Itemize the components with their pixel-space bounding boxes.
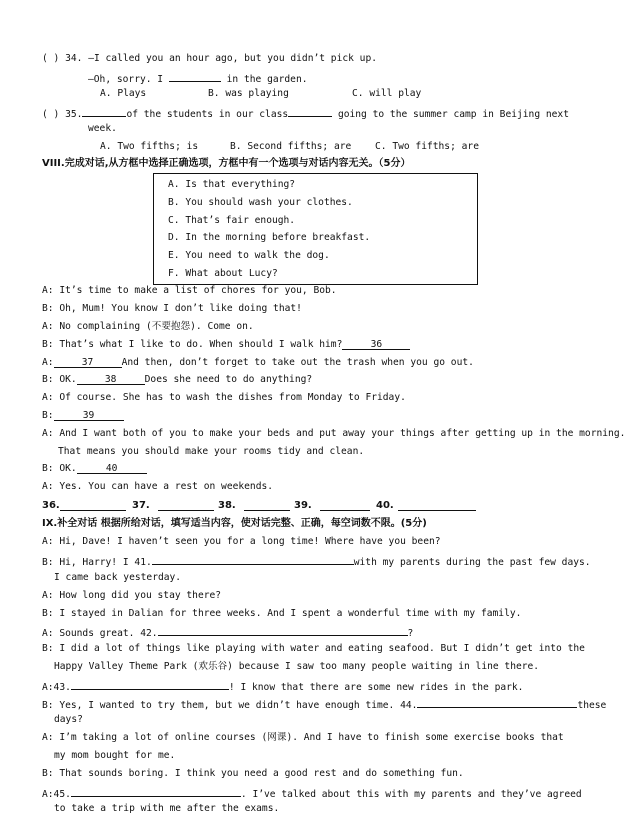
q35-blank-2[interactable]	[288, 105, 332, 117]
dialogue-text: A:45.	[42, 789, 71, 800]
q34-option-c[interactable]: C. will play	[352, 88, 422, 99]
dialogue-line: A: No complaining (不要抱怨). Come on.	[42, 321, 254, 332]
q34-option-b[interactable]: B. was playing	[208, 88, 289, 99]
answer-label-40: 40.	[376, 500, 394, 511]
dialogue-text: B: Yes, I wanted to try them, but we didn’t have enough time. 44.	[42, 700, 418, 711]
dialogue-line	[42, 696, 606, 712]
q34-text-b: in the garden.	[220, 74, 308, 85]
dialogue-line	[42, 409, 124, 422]
dialogue-text: A:43.	[42, 682, 71, 693]
dialogue-line	[42, 624, 413, 640]
dialogue-line: B: That sounds boring. I think you need a good rest and do something fun.	[42, 768, 464, 779]
dialogue-line: A: How long did you stay there?	[42, 590, 222, 601]
section9-heading: IX.补全对话 根据所给对话，填写适当内容，使对话完整、正确，每空词数不限。(5分)	[42, 518, 427, 529]
q35-number: ( ) 35.	[42, 109, 83, 120]
dialogue-line	[42, 338, 410, 351]
dialogue-line	[42, 553, 591, 569]
dialogue-line: B: I stayed in Dalian for three weeks. And I spent a wonderful time with my family.	[42, 608, 522, 619]
box-option-e: E. You need to walk the dog.	[168, 250, 330, 261]
dialogue-text: ! I know that there are some new rides in the park.	[228, 682, 524, 693]
q35-line2: week.	[88, 123, 117, 134]
dialogue-line	[42, 785, 582, 801]
box-option-b: B. You should wash your clothes.	[168, 197, 353, 208]
box-option-f: F. What about Lucy?	[168, 268, 278, 279]
dialogue-line	[42, 678, 523, 694]
dialogue-line: my mom bought for me.	[54, 750, 176, 761]
dialogue-speaker: B: OK.	[42, 463, 77, 474]
dialogue-line: A: Yes. You can have a rest on weekends.	[42, 481, 274, 492]
q34-option-a[interactable]: A. Plays	[100, 88, 147, 99]
dialogue-line	[42, 373, 312, 386]
dialogue-line	[42, 356, 474, 369]
section8-heading: VIII.完成对话,从方框中选择正确选项，方框中有一个选项与对话内容无关。（5分）	[42, 158, 411, 169]
q35-stem	[42, 105, 569, 121]
answer-field-38[interactable]	[244, 499, 290, 511]
dialogue-speaker: B:	[42, 410, 54, 421]
box-option-c: C. That’s fair enough.	[168, 215, 296, 226]
blank-39[interactable]: 39	[54, 409, 124, 421]
dialogue-line: A: And I want both of you to make your beds and put away your things after getting up in the morning.	[42, 428, 626, 439]
blank-38[interactable]: 38	[77, 373, 145, 385]
answer-label-38: 38.	[218, 500, 236, 511]
answer-label-36: 36.	[42, 500, 60, 511]
dialogue-text: B: That’s what I like to do. When should I walk him?	[42, 339, 343, 350]
dialogue-text: Does she need to do anything?	[144, 374, 313, 385]
blank-45[interactable]	[71, 785, 241, 797]
answer-field-37[interactable]	[158, 499, 214, 511]
q35-option-b[interactable]: B. Second fifths; are	[230, 141, 352, 152]
dialogue-line: days?	[54, 714, 83, 725]
q34-text-a: —Oh, sorry. I	[88, 74, 169, 85]
q35-text: of the students in our class	[126, 109, 289, 120]
blank-42[interactable]	[158, 624, 408, 636]
blank-43[interactable]	[71, 678, 229, 690]
q35-text-end: going to the summer camp in Beijing next	[332, 109, 569, 120]
q35-blank-1[interactable]	[82, 105, 126, 117]
blank-36[interactable]: 36	[342, 338, 410, 350]
dialogue-text: . I’ve talked about this with my parents and they’ve agreed	[240, 789, 582, 800]
dialogue-line: A: I’m taking a lot of online courses (网课). And I have to finish some exercise books that	[42, 732, 564, 743]
dialogue-line: B: Oh, Mum! You know I don’t like doing that!	[42, 303, 302, 314]
dialogue-line: to take a trip with me after the exams.	[54, 803, 280, 814]
blank-40[interactable]: 40	[77, 462, 147, 474]
answer-field-39[interactable]	[320, 499, 370, 511]
answer-field-40[interactable]	[398, 499, 476, 511]
dialogue-line: A: It’s time to make a list of chores for you, Bob.	[42, 285, 337, 296]
dialogue-text: ?	[407, 628, 414, 639]
dialogue-text: these	[577, 700, 607, 711]
blank-44[interactable]	[417, 696, 577, 708]
dialogue-line	[42, 462, 147, 475]
answer-label-39: 39.	[294, 500, 312, 511]
dialogue-line: Happy Valley Theme Park (欢乐谷) because I saw too many people waiting in line there.	[54, 661, 540, 672]
q35-option-c[interactable]: C. Two fifths; are	[375, 141, 479, 152]
q34-line2	[88, 70, 308, 86]
answer-label-37: 37.	[132, 500, 150, 511]
dialogue-line: A: Of course. She has to wash the dishes from Monday to Friday.	[42, 392, 406, 403]
answer-field-36[interactable]	[60, 499, 126, 511]
dialogue-speaker: B: OK.	[42, 374, 77, 385]
dialogue-text: with my parents during the past few days.	[353, 557, 591, 568]
dialogue-text: B: Hi, Harry! I 41.	[42, 557, 152, 568]
dialogue-line: B: I did a lot of things like playing with water and eating seafood. But I didn’t get into the	[42, 643, 585, 654]
box-option-a: A. Is that everything?	[168, 179, 296, 190]
q35-option-a[interactable]: A. Two fifths; is	[100, 141, 199, 152]
dialogue-line: I came back yesterday.	[54, 572, 182, 583]
dialogue-text: And then, don’t forget to take out the trash when you go out.	[121, 357, 474, 368]
box-option-d: D. In the morning before breakfast.	[168, 232, 371, 243]
blank-37[interactable]: 37	[54, 356, 122, 368]
dialogue-text: A: Sounds great. 42.	[42, 628, 158, 639]
dialogue-line: That means you should make your rooms tidy and clean.	[58, 446, 365, 457]
q34-blank[interactable]	[169, 70, 221, 82]
options-box	[153, 173, 478, 285]
dialogue-line: A: Hi, Dave! I haven’t seen you for a long time! Where have you been?	[42, 536, 441, 547]
dialogue-speaker: A:	[42, 357, 54, 368]
blank-41[interactable]	[152, 553, 354, 565]
q34-stem: ( ) 34. —I called you an hour ago, but you didn’t pick up.	[42, 53, 378, 64]
